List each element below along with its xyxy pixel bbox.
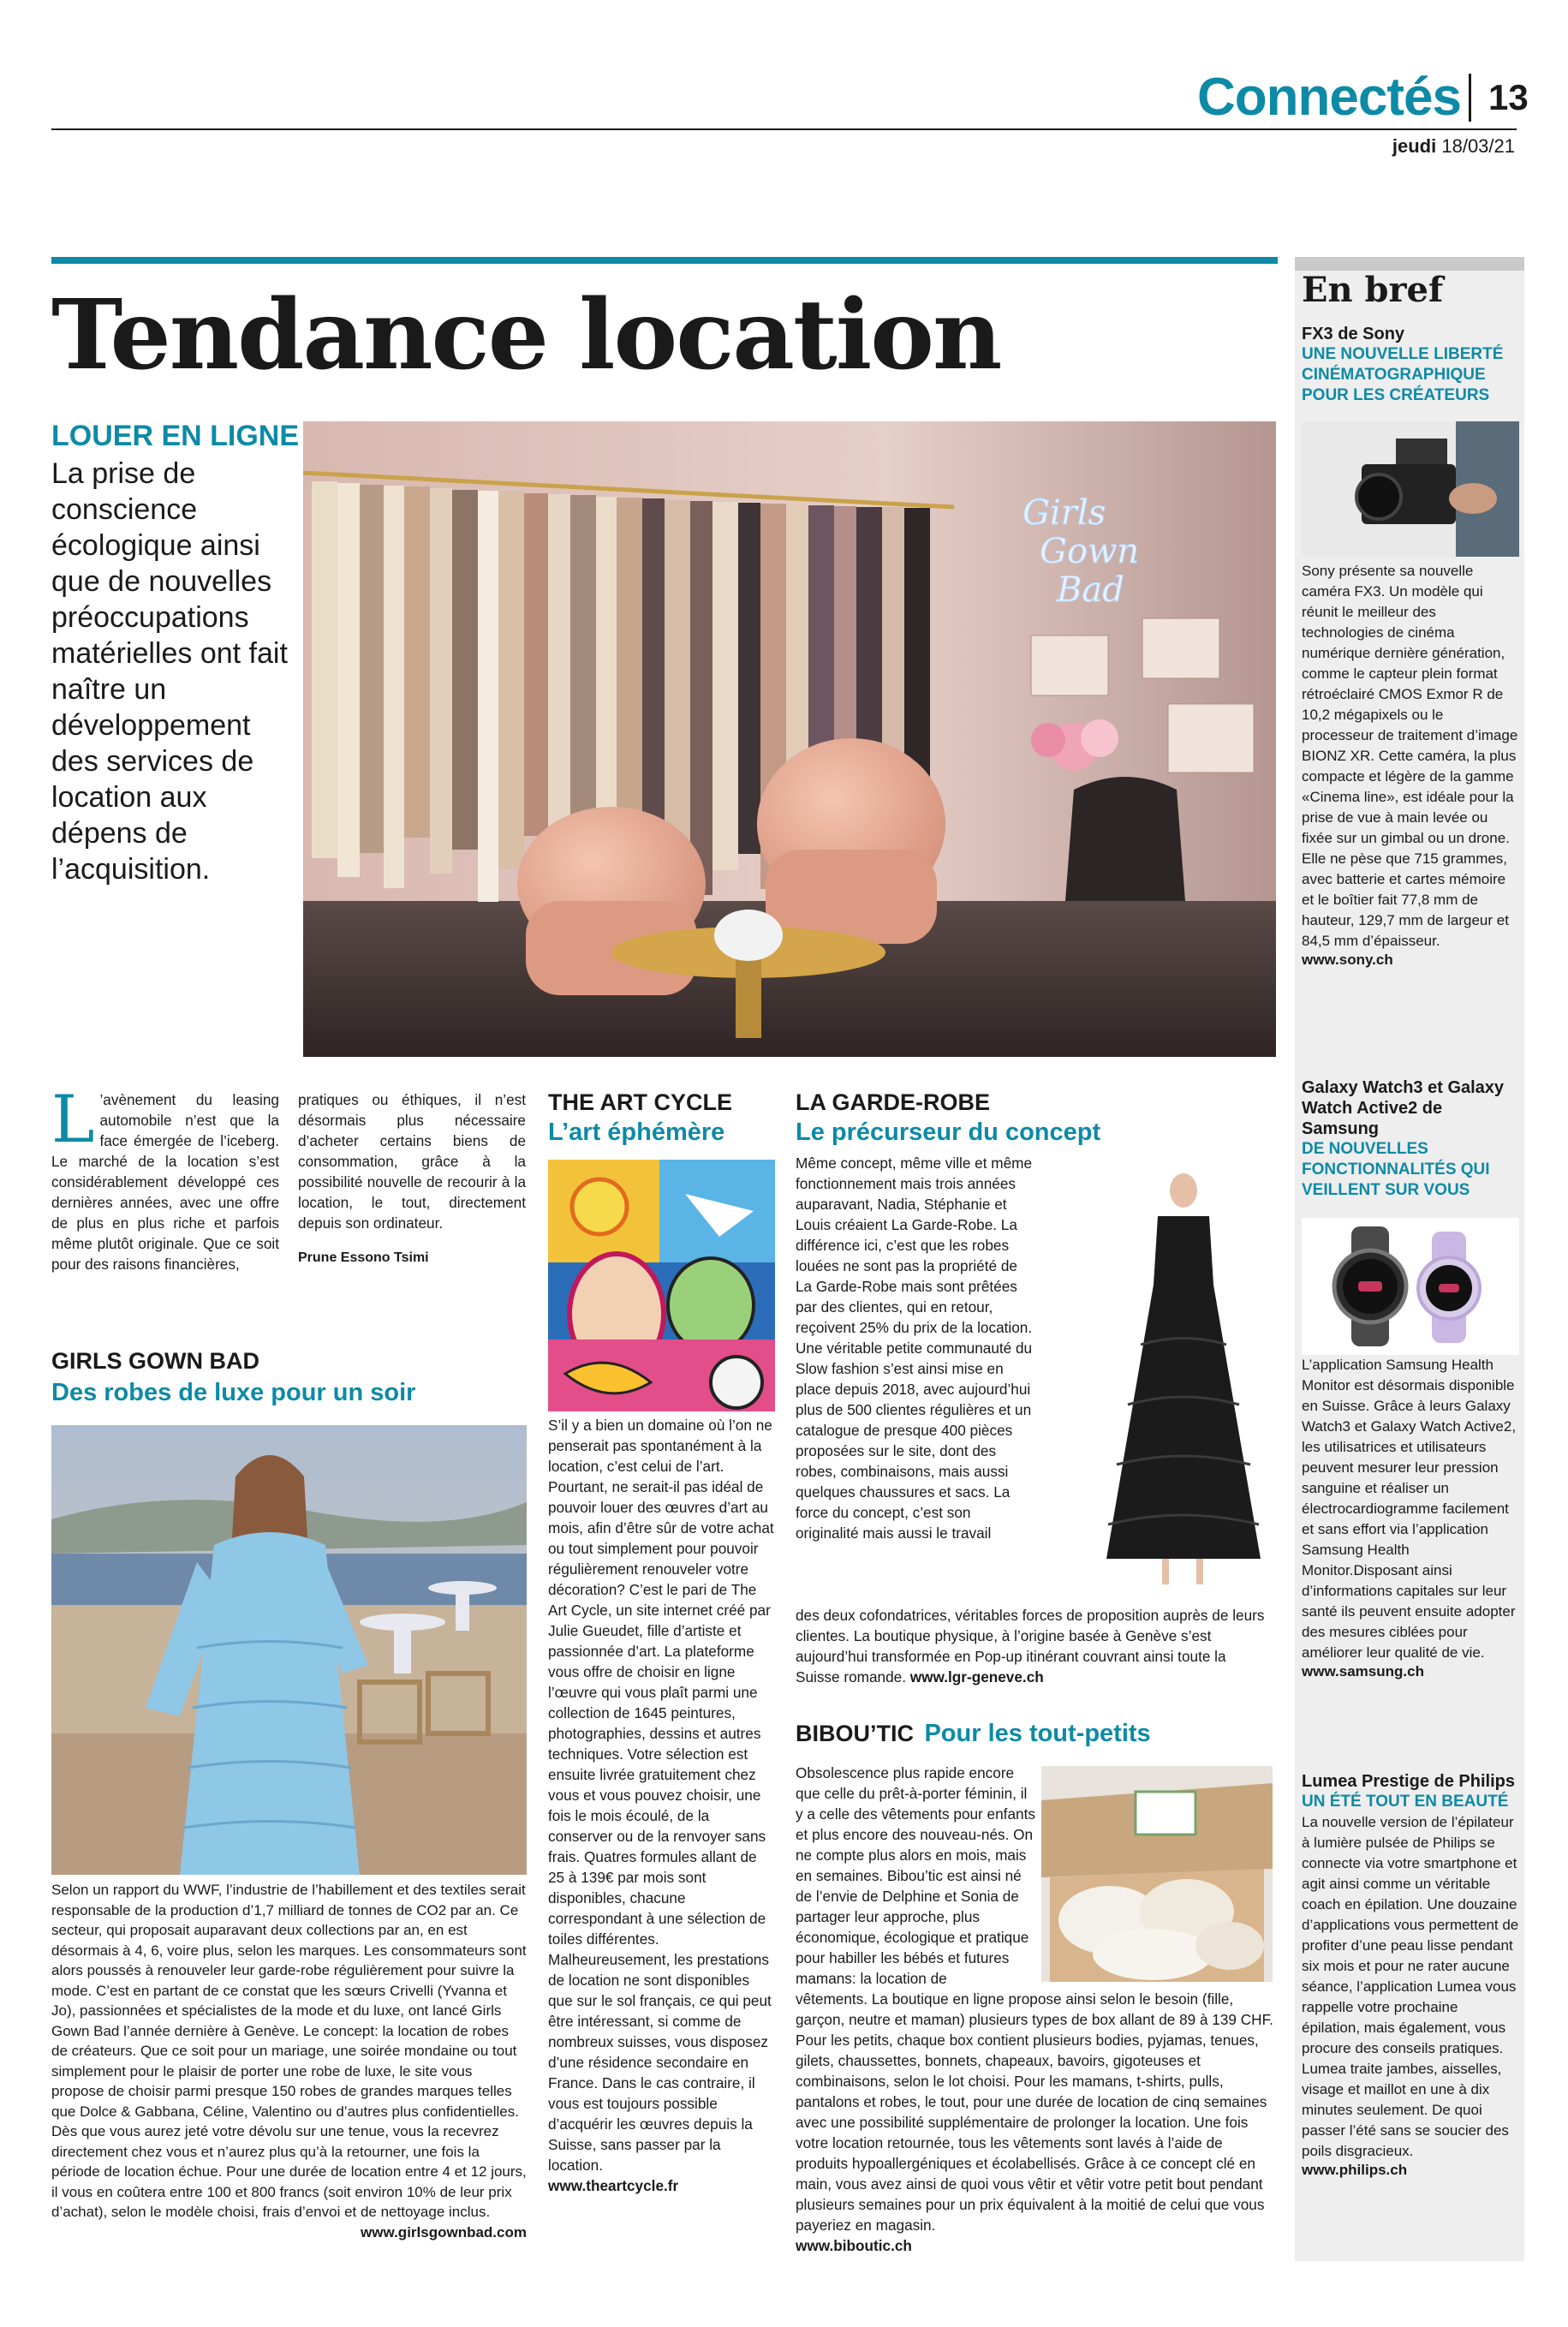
drop-cap: L (51, 1081, 95, 1157)
byline: Prune Essono Tsimi (298, 1250, 429, 1265)
section-title: Connectés (1197, 68, 1461, 127)
biboutic-text-wide: vêtements. La boutique en ligne propose ainsi selon le besoin (fille, garçon, neutre et maman) plusieurs types de box allant de 89 à 139 CHF. Pour les petits, chaque box contient plusieurs bodies, pyjamas, tenues, gilets, chaussettes, bonnets, chapeaux, bavoirs, gigoteuses et combinaisons, selon le lot choisi. Pour les mamans, t-shirts, pulls, pantalons et robes, le tout, pour une durée de location de cinq semaines avec une possibilité supplémentaire de prolonger la location. Une fois votre location retournée, tous les vêtements sont lavés à l’aide de produits hypoallergéniques et écolabellisés. Grâce à ce concept clé en main, vous avez ainsi de quoi vous vêtir et vêtir votre petit bout pendant plusieurs semaines pour un prix équivalent à la moitié de celui que vous payeriez en magasin. (796, 1990, 1273, 2234)
artcycle-body (548, 1415, 775, 2196)
garderobe-text: Même concept, même ville et même fonctionnement mais trois années auparavant, Nadia, Stéphanie et Louis créaient La Garde-Robe. La différence ici, c’est que les robes louées ne sont pas la propriété de La Garde-Robe mais sont prêtées par des clientes, qui en retour, reçoivent 25% du prix de la location. Une véritable petite communauté du Slow fashion s’est ainsi mise en place depuis 2018, avec aujourd’hui plus de 500 clientes régulières et un catalogue de presque 400 pièces proposées sur le site, dont des robes, combinaisons, mais aussi quelques chaussures et sacs. La force du concept, c’est son originalité mais aussi le travail (796, 1155, 1033, 1542)
bref-subtitle: UNE NOUVELLE LIBERTÉ CINÉMATOGRAPHIQUE POUR LES CRÉATEURS (1302, 345, 1504, 404)
bref-subtitle: DE NOUVELLES FONCTIONNALITÉS QUI VEILLENT SUR VOUS (1302, 1140, 1490, 1199)
artcycle-painting (548, 1160, 775, 1411)
biboutic-box-photo (1041, 1766, 1273, 1982)
biboutic-kicker: BIBOU’TIC (796, 1721, 914, 1746)
issue-date-value: 18/03/21 (1441, 135, 1515, 157)
page-number: 13 (1488, 77, 1529, 117)
intro-article (51, 1081, 527, 1274)
sony-camera-photo (1302, 421, 1519, 557)
bref-url[interactable]: www.sony.ch (1302, 952, 1393, 968)
bref-subtitle: UN ÉTÉ TOUT EN BEAUTÉ (1302, 1793, 1509, 1811)
ggb-text: Selon un rapport du WWF, l’industrie de l’habillement et des textiles serait responsable de la production d’1,7 milliard de tonnes de CO2 par an. Ce secteur, qui proposait auparavant deux collections par an, en est désormais à 4, 6, voire plus, selon les marques. Les consommateurs sont alors poussés à renouveler leur garde-robe régulièrement pour suivre la mode. C’est en partant de ce constat que les sœurs Crivelli (Yvanna et Jo), passionnées et spécialistes de la mode et du luxe, ont lancé Girls Gown Bad l’année dernière à Genève. Le concept: la location de robes de créateurs. Que ce soit pour un mariage, une soirée mondaine ou tout simplement pour le plaisir de porter une robe de luxe, le site vous propose de choisir parmi presque 150 robes de grandes marques telles que Dolce & Gabbana, Céline, Valentino ou d’autres plus confidentielles. Dès que vous aurez jeté votre dévolu sur une tenue, vous la recevrez directement chez vous et n’aurez plus qu’à la retourner, une fois la période de location échue. Pour une durée de location entre 4 et 12 jours, il vous en coûtera entre 100 et 800 francs (soit environ 10% de leur prix d’achat), selon le modèle choisi, frais d’envoi et de nettoyage inclus. www.girlsgownbad.com (51, 1880, 527, 2223)
biboutic-body-narrow (796, 1763, 1035, 1989)
bref-url[interactable]: www.samsung.ch (1302, 1663, 1424, 1680)
bref-item-sony-body (1302, 561, 1519, 969)
artcycle-subhead: L’art éphémère (548, 1119, 725, 1146)
artcycle-url[interactable]: www.theartcycle.fr (548, 2177, 679, 2194)
header-rule (51, 128, 1517, 130)
biboutic-body-wide (796, 1989, 1273, 2256)
bref-item-philips (1302, 1771, 1519, 2179)
ggb-kicker: GIRLS GOWN BAD (51, 1348, 259, 1374)
ggb-body (51, 1880, 527, 2242)
intro-text-2: pratiques ou éthiques, il n’est désormais plus nécessaire d’acheter certains biens de consommation, grâce à la possibilité nouvelle de recourir à la location, le tout, directement depuis son ordinateur. (298, 1091, 526, 1232)
biboutic-text: Obsolescence plus rapide encore que celle du prêt-à-porter féminin, il y a celle des vêtements pour enfants et plus encore des nouveau-nés. On ne compte plus alors en mois, mais en semaines. Bibou’tic est ainsi né de l’envie de Delphine et Sonia de partager leur approche, plus économique, écologique et pratique pour habiller les bébés et futures mamans: la location de (796, 1764, 1035, 1987)
intro-text-1: L ’avènement du leasing automobile n’est que la face émergée de l’iceberg. Le marché de la location s’est considérablement développé ces dernières années, avec une offre de plus en plus riche et parfois même plutôt originale. Que ce soit pour des raisons financières, (51, 1081, 279, 1273)
lead-paragraph: La prise de conscience écologique ainsi que de nouvelles préoccupations matérielles ont fait naître un développement des services de location aux dépens de l’acquisition. (51, 457, 288, 886)
boutique-photo (303, 421, 1276, 1057)
artcycle-kicker: THE ART CYCLE (548, 1089, 732, 1115)
garderobe-body-wide (796, 1605, 1273, 1687)
biboutic-url[interactable]: www.biboutic.ch (796, 2237, 912, 2254)
ggb-url[interactable]: www.girlsgownbad.com (361, 2223, 527, 2240)
ggb-dress-photo (51, 1425, 527, 1875)
main-headline: Tendance location (51, 279, 1001, 391)
bref-item-sony (1302, 324, 1519, 406)
main-kicker: LOUER EN LIGNE (51, 420, 300, 452)
bref-text: Sony présente sa nouvelle caméra FX3. Un modèle qui réunit le meilleur des technologies de cinéma numérique dernière génération, comme le capteur plein format rétroéclairé CMOS Exmor R de 10,2 mégapixels ou le processeur de traitement d’image BIONZ XR. Cette caméra, la plus compacte et légère de la gamme «Cinema line», est idéale pour la prise de vue à main levée ou fixée sur un gimbal ou un drone. Elle ne pèse que 715 grammes, avec batterie et cartes mémoire et le boîtier fait 77,8 mm de hauteur, 129,7 mm de largeur et 84,5 mm d’épaisseur. (1302, 563, 1518, 949)
biboutic-heading (796, 1720, 1151, 1748)
bref-brand: Galaxy Watch3 et Galaxy Watch Active2 de Samsung (1302, 1078, 1505, 1138)
intro-column-1 (51, 1081, 279, 1274)
samsung-watch-photo (1302, 1218, 1519, 1355)
artcycle-text: S’il y a bien un domaine où l’on ne penserait pas spontanément à la location, c’est celui de l’art. Pourtant, ne serait-il pas idéal de pouvoir louer des œuvres d’art au mois, afin d’être sûr de votre achat ou tout simplement pour pouvoir régulièrement renouveler votre décoration? C’est le pari de The Art Cycle, un site internet créé par Julie Gueudet, fille d’artiste et passionnée d’art. La plateforme vous offre de choisir en ligne l’œuvre qui vous plaît parmi une collection de 1645 peintures, photographies, dessins et autres techniques. Votre sélection est ensuite livrée gratuitement chez vous et vous pouvez choisir, une fois le mois écoulé, de la conserver ou de la renvoyer sans frais. Quatres formules allant de 25 à 139€ par mois sont disponibles, chacune correspondant à une sélection de toiles différentes. Malheureusement, les prestations de location ne sont disponibles que sur le sol français, ce qui peut être intéressant, si comme de nombreux suisses, vous disposez d’une résidence secondaire en France. Dans le cas contraire, il vous est toujours possible d’acquérir les œuvres depuis la Suisse, sans passer par la location. (548, 1417, 774, 2174)
garderobe-body-narrow (796, 1153, 1035, 1543)
svg-text:Gown: Gown (1040, 532, 1140, 571)
header-divider (1469, 74, 1471, 122)
svg-text:Girls: Girls (1022, 493, 1106, 533)
bref-item-samsung-body (1302, 1355, 1519, 1680)
ggb-subhead: Des robes de luxe pour un soir (51, 1379, 416, 1406)
garderobe-text-wide: des deux cofondatrices, véritables forces de proposition auprès de leurs clientes. La boutique physique, à l’origine basée à Genève s’est aujourd’hui transformée en Pop-up itinérant couvrant ainsi toute la Suisse romande. www.lgr-geneve.ch (796, 1607, 1265, 1686)
bref-text: La nouvelle version de l’épilateur à lumière pulsée de Philips se connecte via votre smartphone et agit ainsi comme un véritable coach en épilation. Une douzaine d’applications vous permettent de profiter d’une peau lisse pendant six mois et pour ne rater aucune séance, l’application Lumea vous rappelle votre prochaine épilation, mais également, vous procure des conseils pratiques. Lumea traite jambes, aisselles, visage et maillot en une à dix minutes seulement. De quoi passer l’été sans se soucier des poils disgracieux. (1302, 1814, 1519, 2159)
garderobe-subhead: Le précurseur du concept (796, 1119, 1101, 1146)
bref-url[interactable]: www.philips.ch (1302, 2162, 1408, 2178)
bref-brand: FX3 de Sony (1302, 325, 1405, 343)
issue-day: jeudi (1392, 135, 1437, 157)
black-gown-photo (1055, 1156, 1273, 1593)
bref-brand: Lumea Prestige de Philips (1302, 1772, 1515, 1791)
en-bref-title: En bref (1302, 270, 1444, 310)
issue-date (1392, 135, 1515, 158)
svg-text:Bad: Bad (1057, 570, 1124, 610)
bref-item-samsung (1302, 1077, 1519, 1201)
garderobe-url[interactable]: www.lgr-geneve.ch (909, 1668, 1044, 1686)
en-bref-bar (1295, 257, 1524, 271)
bref-text: L’application Samsung Health Monitor est désormais disponible en Suisse. Grâce à leurs Galaxy Watch3 et Galaxy Watch Active2, les utilisatrices et utilisateurs peuvent mesurer leur pression sanguine et réaliser un électrocardiogramme facilement et sans effort via l’application Samsung Health Monitor.Disposant ainsi d’informations capitales sur leur santé ils peuvent ensuite adopter des mesures ciblées pour améliorer leur qualité de vie. (1302, 1357, 1517, 1661)
headline-rule (51, 257, 1278, 264)
garderobe-kicker: LA GARDE-ROBE (796, 1089, 990, 1115)
biboutic-subhead: Pour les tout-petits (924, 1720, 1151, 1747)
intro-column-2 (298, 1089, 526, 1274)
